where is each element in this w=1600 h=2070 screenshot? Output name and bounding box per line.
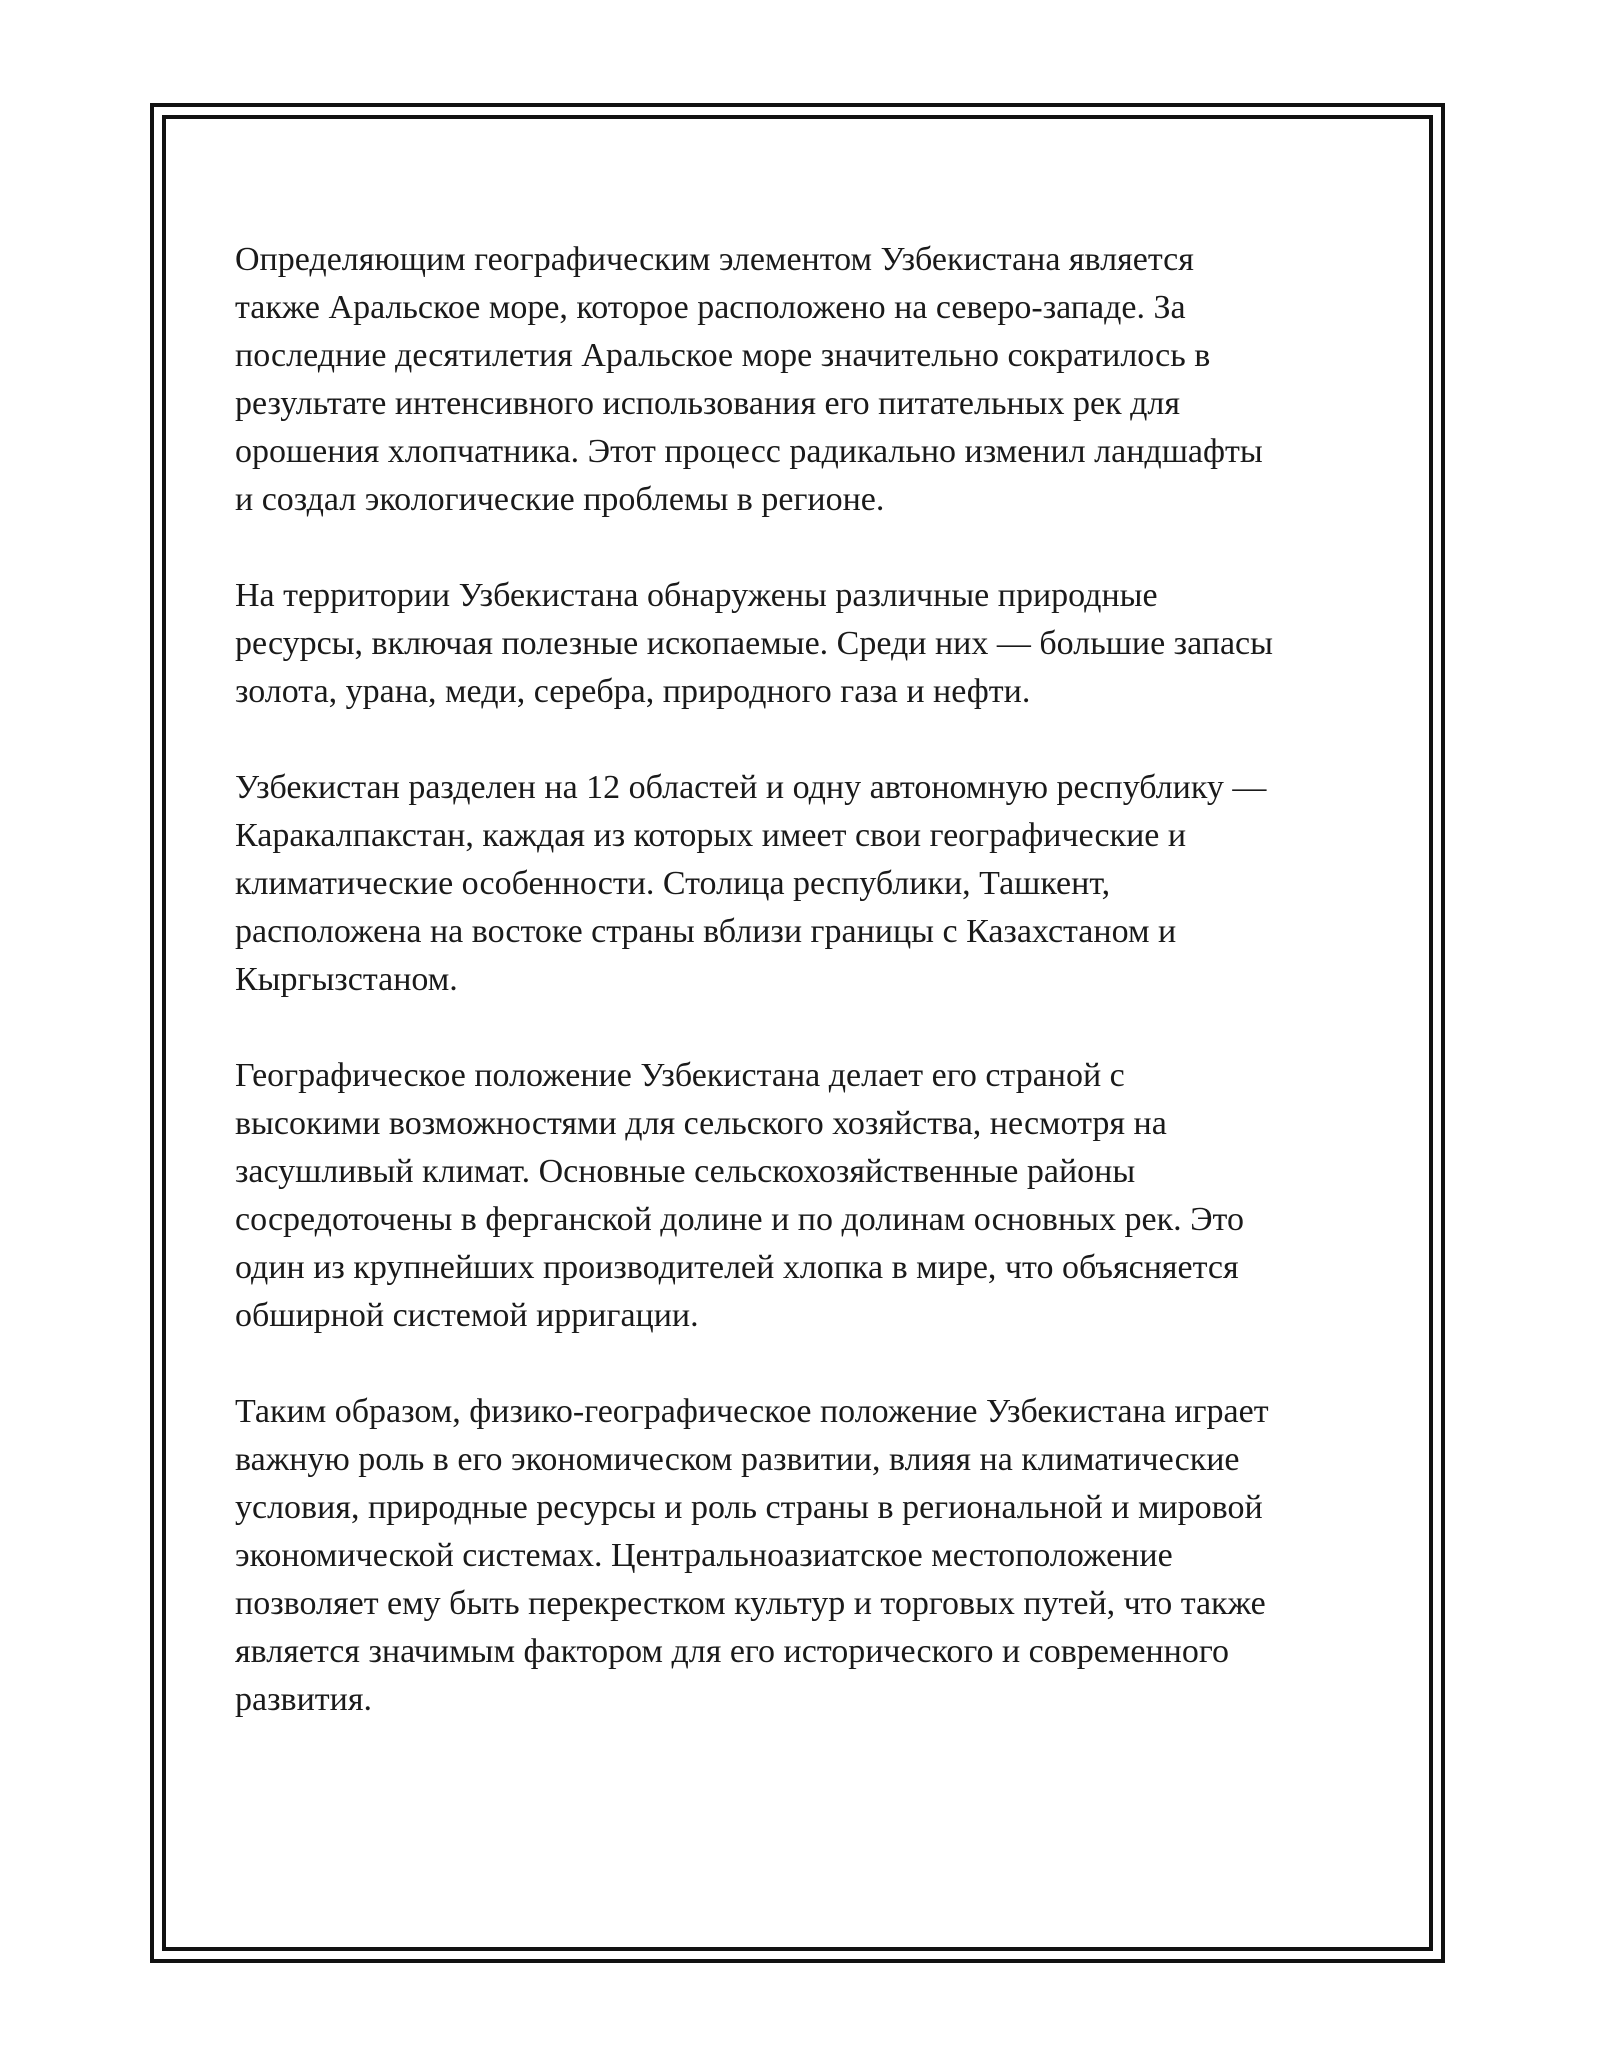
text-line: климатические особенности. Столица республики, Ташкент, — [235, 865, 1111, 902]
text-line: и создал экологические проблемы в регионе. — [235, 481, 885, 518]
text-line: развития. — [235, 1681, 372, 1718]
text-line: расположена на востоке страны вблизи границы с Казахстаном и — [235, 913, 1177, 950]
document-body — [235, 236, 1370, 1772]
text-line: Узбекистан разделен на 12 областей и одну автономную республику — — [235, 769, 1267, 806]
text-line: Географическое положение Узбекистана делает его страной с — [235, 1057, 1125, 1094]
text-line: позволяет ему быть перекрестком культур и торговых путей, что также — [235, 1585, 1266, 1622]
text-line: последние десятилетия Аральское море значительно сократилось в — [235, 337, 1211, 374]
text-line: результате интенсивного использования его питательных рек для — [235, 385, 1181, 422]
text-line: золота, урана, меди, серебра, природного газа и нефти. — [235, 673, 1031, 710]
text-line: сосредоточены в ферганской долине и по долинам основных рек. Это — [235, 1201, 1244, 1238]
text-line: экономической системах. Центральноазиатское местоположение — [235, 1537, 1173, 1574]
text-line: условия, природные ресурсы и роль страны в региональной и мировой — [235, 1489, 1263, 1526]
text-line: Таким образом, физико-географическое положение Узбекистана играет — [235, 1393, 1269, 1430]
text-line: ресурсы, включая полезные ископаемые. Среди них — большие запасы — [235, 625, 1273, 662]
text-line: высокими возможностями для сельского хозяйства, несмотря на — [235, 1105, 1167, 1142]
paragraph-conclusion — [235, 1388, 1370, 1724]
text-line: Каракалпакстан, каждая из которых имеет свои географические и — [235, 817, 1187, 854]
text-line: является значимым фактором для его исторического и современного — [235, 1633, 1229, 1670]
text-line: обширной системой ирригации. — [235, 1297, 699, 1334]
text-line: На территории Узбекистана обнаружены различные природные — [235, 577, 1158, 614]
text-line: один из крупнейших производителей хлопка в мире, что объясняется — [235, 1249, 1239, 1286]
paragraph-agriculture — [235, 1052, 1370, 1340]
text-line: орошения хлопчатника. Этот процесс радикально изменил ландшафты — [235, 433, 1263, 470]
text-line: Кыргызстаном. — [235, 961, 458, 998]
text-line: Определяющим географическим элементом Узбекистана является — [235, 241, 1194, 278]
paragraph-aral-sea — [235, 236, 1370, 524]
text-line: засушливый климат. Основные сельскохозяйственные районы — [235, 1153, 1136, 1190]
text-line: также Аральское море, которое расположено на северо-западе. За — [235, 289, 1186, 326]
paragraph-regions — [235, 764, 1370, 1004]
paragraph-natural-resources — [235, 572, 1370, 716]
text-line: важную роль в его экономическом развитии, влияя на климатические — [235, 1441, 1240, 1478]
